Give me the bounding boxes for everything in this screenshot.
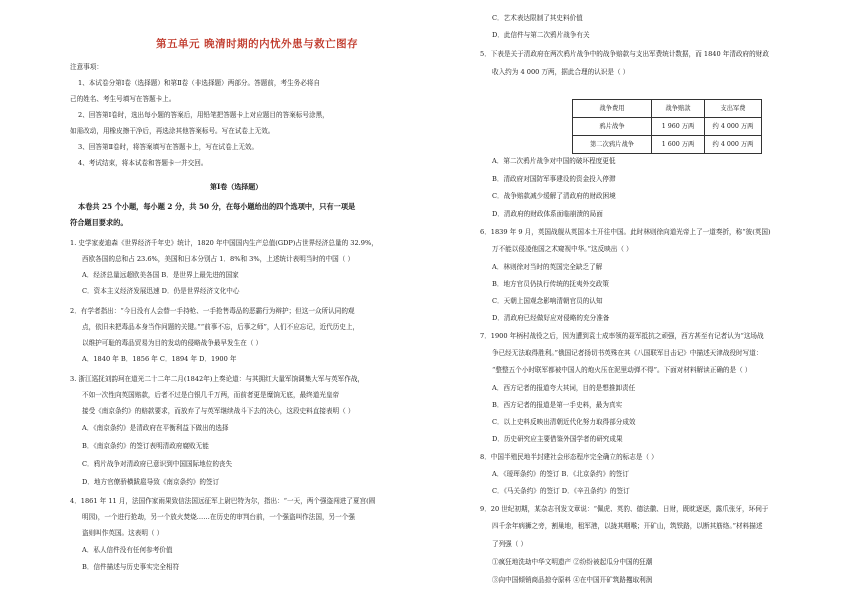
option-line: D．清政府的财政体系面临崩溃的局面 bbox=[492, 210, 603, 218]
option-line: D．清政府已经做好应对侵略的充分准备 bbox=[492, 314, 610, 322]
question-line: 4．1861 年 11 月，法国作家雨果致信法国远征军上尉巴特为尔，指出：“一天，两个强盗闯进了夏宫(圆 bbox=[70, 497, 376, 505]
question-line: 了列强（ ） bbox=[492, 540, 528, 548]
note-line: 2、回答第Ⅰ卷时，选出每小题的答案后，用铅笔把答题卡上对应题目的答案标号涂黑， bbox=[78, 111, 329, 119]
note-line: 1、本试卷分第Ⅰ卷（选择题）和第Ⅱ卷（非选择题）两部分。答题前，考生务必将自 bbox=[78, 79, 321, 87]
question-line: 以维护可耻的毒品贸易为目的发动的侵略战争最早发生在（ ） bbox=[82, 339, 263, 347]
option-line: A．1840 年 B．1856 年 C．1894 年 D．1900 年 bbox=[82, 355, 237, 363]
option-line: C．《马关条约》的签订 D．《辛丑条约》的签订 bbox=[492, 487, 630, 495]
question-line: 2．有学者指出：“今日没有人会替一手持枪、一手抢售毒品的恶霸行为辩护；但这一众所认同的观 bbox=[70, 307, 355, 315]
option-line: A．经济总量远超欧美各国 B．是世界上最先进的国家 bbox=[82, 271, 239, 279]
option-line: A．《南京条约》是清政府在平衡利益下做出的选择 bbox=[82, 424, 229, 432]
option-line: B．《南京条约》的签订表明清政府腐败无能 bbox=[82, 442, 209, 450]
question-line: 6．1839 年 9 月，英国战舰从英国本土开往中国。此时林则徐向道光帝上了一道奏折，称“彼(英国) bbox=[480, 228, 771, 236]
question-line: 不如一次性向英国赔款，后者不过是白银几千万两，而前者更是糜饷无底，最终道光皇帝 bbox=[82, 391, 340, 399]
question-line: 点，依旧未把毒品本身当作问题的关键。”“前事不忘，后事之师”，人们不应忘记，近代历史上， bbox=[82, 323, 360, 331]
table-row bbox=[573, 136, 762, 154]
question-line: 明园)，一个进行抢劫，另一个放火焚烧……在历史的审判台前，一个强盗叫作法国，另一个强 bbox=[82, 513, 355, 521]
table-cell: 1 960 万两 bbox=[652, 118, 705, 136]
instruction-line: 本卷共 25 个小题，每小题 2 分，共 50 分，在每小题给出的四个选项中，只有一项是 bbox=[78, 202, 356, 211]
note-line: 4、考试结束，将本试卷和答题卡一并交回。 bbox=[78, 159, 208, 167]
note-line: 己的姓名、考生号填写在答题卡上。 bbox=[70, 95, 176, 103]
option-line: A．第二次鸦片战争对中国的破坏程度更低 bbox=[492, 157, 616, 165]
option-line: C．以上史料反映出清朝近代化努力取得部分成效 bbox=[492, 418, 636, 426]
instruction-line: 符合题目要求的。 bbox=[70, 218, 128, 227]
option-line: C．艺术表达限制了其史料价值 bbox=[492, 14, 583, 22]
table-header: 战争赔款 bbox=[652, 100, 705, 118]
table-cell: 约 4 000 万两 bbox=[705, 118, 762, 136]
table-header-row bbox=[573, 100, 762, 118]
war-cost-table bbox=[572, 99, 762, 154]
question-line: 3. 浙江巡抚刘韵珂在道光二十二年二月(1842年)上奏论道：与其拥红大量军饷调集大军与英军作战， bbox=[70, 375, 365, 383]
unit-title: 第五单元 晚清时期的内忧外患与救亡图存 bbox=[156, 38, 359, 50]
table-cell: 1 600 万两 bbox=[652, 136, 705, 154]
option-line: D．此信件与第二次鸦片战争有关 bbox=[492, 31, 590, 39]
option-line: ③向中国倾销商品掠夺原料 ④在中国开矿筑路攫取利润 bbox=[492, 576, 653, 584]
note-line: 如需改动，用橡皮擦干净后，再选涂其他答案标号。写在试卷上无效。 bbox=[70, 127, 275, 135]
notes-heading: 注意事项： bbox=[70, 63, 103, 71]
option-line: B．信件描述与历史事实完全相符 bbox=[82, 563, 180, 571]
option-line: D．历史研究应主要借鉴外国学者的研究成果 bbox=[492, 435, 623, 443]
question-line: 四千余年病狮之旁，割巢地，租军港，以拢其咽喉；开矿山，筑铁路，以断其筋络。”材料描述 bbox=[492, 522, 763, 530]
question-line: 5．下表是关于清政府在两次鸦片战争中的战争赔款与支出军费统计数据，而 1840 年清政府的财政 bbox=[480, 50, 769, 58]
table-cell: 鸦片战争 bbox=[573, 118, 652, 136]
option-line: C．天朝上国观念影响清朝官员的认知 bbox=[492, 297, 603, 305]
option-line: A．私人信件没有任何参考价值 bbox=[82, 546, 173, 554]
option-line: C．资本主义经济发展迅速 D．仍是世界经济文化中心 bbox=[82, 287, 240, 295]
question-line: 收入约为 4 000 万两，据此合理的认识是（ ） bbox=[492, 68, 630, 76]
question-line: 8．中国半殖民地半封建社会形态程序完全确立的标志是（ ） bbox=[480, 453, 658, 461]
question-line: 争已经无法取得胜利。”俄国记者扬切书英殊在其《八国联军目击记》中描述天津战役时写道： bbox=[492, 349, 763, 357]
note-line: 3、回答第Ⅱ卷时，将答案填写在答题卡上，写在试卷上无效。 bbox=[78, 143, 259, 151]
question-line: 1. 史学家麦迪森《世界经济千年史》统计，1820 年中国国内生产总值(GDP)占世界经济总量的 32.9%， bbox=[70, 239, 378, 247]
option-line: ①疯狂地洗劫中华文明遗产 ②纷纷被起瓜分中国的狂潮 bbox=[492, 558, 653, 566]
table-cell: 第二次鸦片战争 bbox=[573, 136, 652, 154]
question-line: 9．20 世纪初期，某杂志刊发文章说：“佩虎、英豹、德法徽、日财，既眈逐逐，露爪张牙，环伺于 bbox=[480, 505, 769, 513]
question-line: 万不能以侵凌他国之术窥视中华。”这反映出（ ） bbox=[492, 245, 633, 253]
option-line: B．地方官员仍执行传统的抚夷外交政策 bbox=[492, 280, 609, 288]
question-line: 接受《南京条约》的赔款要求，而放弃了与英军继续战斗下去的决心，这段史料直接表明（ ） bbox=[82, 407, 355, 415]
table-row bbox=[573, 118, 762, 136]
question-line: 7．1900 年柄村战役之后，因为遭到袁士成率领的聂军抵抗之顽强，西方甚至有记者认为“这场战 bbox=[480, 332, 764, 340]
option-line: B．西方记者的报道是第一手史料，最为真实 bbox=[492, 401, 623, 409]
option-line: B．清政府对国防军事建设的资金投入停滞 bbox=[492, 175, 616, 183]
question-line: 盗则叫作英国。这表明（ ） bbox=[82, 529, 164, 537]
option-line: A．《瑷珲条约》的签订 B．《北京条约》的签订 bbox=[492, 470, 629, 478]
table-cell: 约 4 000 万两 bbox=[705, 136, 762, 154]
option-line: A．林则徐对当时的英国完全缺乏了解 bbox=[492, 263, 603, 271]
section-title: 第Ⅰ卷（选择题） bbox=[210, 182, 263, 191]
option-line: D．地方官僚骄横跋扈导致《南京条约》的签订 bbox=[82, 478, 220, 486]
option-line: C．鸦片战争对清政府已意识到中国国际地位的丧失 bbox=[82, 460, 233, 468]
option-line: C．战争赔款减少缓解了清政府的财政困境 bbox=[492, 192, 616, 200]
question-line: 西欧各国的总和占 23.6%，美国和日本分别占 1．8%和 3%，上述统计表明当时的中国（ ） bbox=[82, 255, 355, 263]
table-header: 支出军费 bbox=[705, 100, 762, 118]
question-line: “整整五个小时联军都被中国人的炮火压在泥里动弹不得”。下面对材料解读正确的是（ ） bbox=[492, 366, 752, 374]
table-header: 战争费用 bbox=[573, 100, 652, 118]
option-line: A．西方记者的报道夸大其词，目的是想推卸责任 bbox=[492, 384, 636, 392]
